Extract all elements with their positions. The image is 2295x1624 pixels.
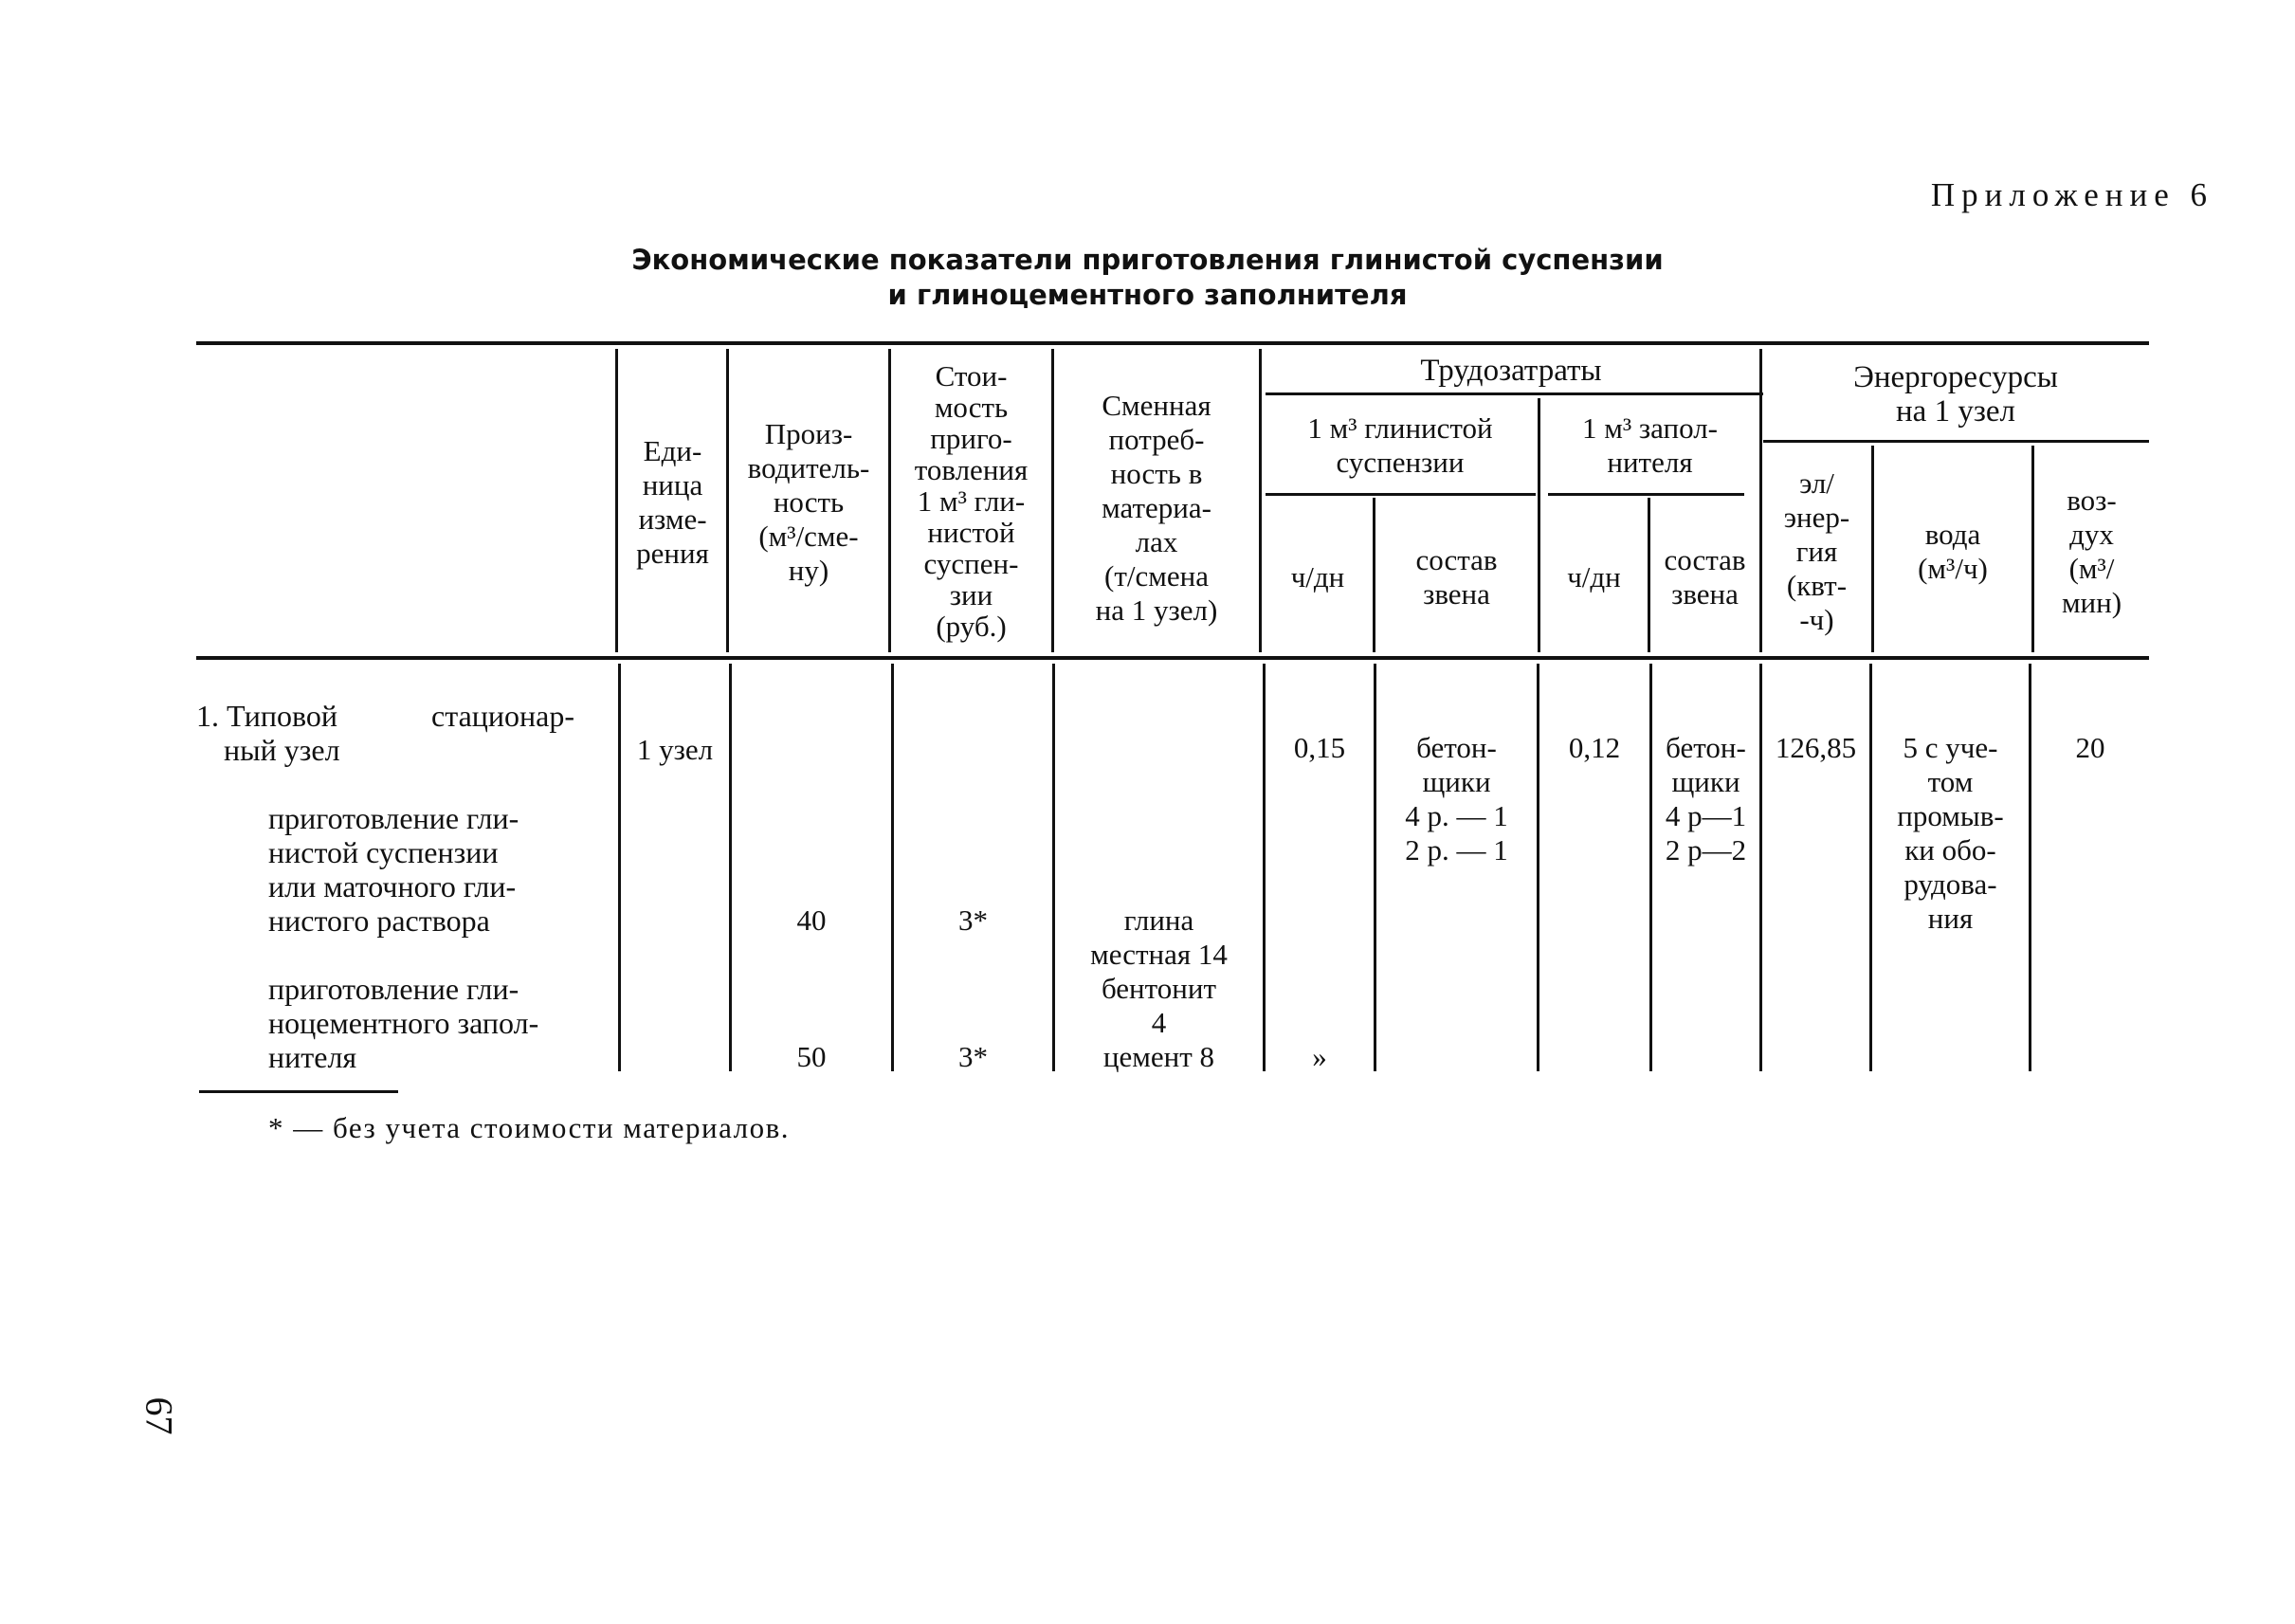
body-divider-9 [1759, 664, 1762, 1071]
row-sub-filler: приготовление гли- ноцементного запол- нителя [268, 972, 539, 1074]
footnote-rule [199, 1090, 398, 1093]
body-divider-7 [1537, 664, 1539, 1071]
header-crew: состав звена [1415, 543, 1498, 611]
row-sub-clay: приготовление гли- нистой суспензии или маточного гли- нистого раствора [268, 801, 519, 938]
energy-group-rule [1763, 440, 2149, 443]
header-bottom-rule [196, 656, 2149, 660]
header-labor-clay: 1 м³ глинистой суспензии [1307, 411, 1493, 479]
header-labor: Трудозатраты [1420, 354, 1602, 388]
cost-value-1: 3* [958, 903, 988, 937]
col-divider-5 [1259, 349, 1262, 652]
footnote: * — без учета стоимости материалов. [268, 1111, 790, 1144]
header-person-days: ч/дн [1290, 560, 1345, 593]
labor-clay-hours-ditto: » [1312, 1040, 1327, 1073]
header-materials: Сменная потреб- ность в материа- лах (т/смена на 1 узел) [1095, 389, 1218, 627]
header-cost: Стои- мость приго- товления 1 м³ гли- нистой суспен- зии (руб.) [914, 358, 1029, 643]
row-name-line1-right: стационар- [431, 699, 575, 733]
labor-sub-rule-1 [1266, 493, 1536, 496]
header-energy: Энергоресурсы на 1 узел [1853, 360, 2058, 429]
labor-sub-rule-2 [1548, 493, 1744, 496]
body-divider-5 [1263, 664, 1266, 1071]
labor-group-rule [1266, 392, 1763, 395]
header-crew-2: состав звена [1664, 543, 1746, 611]
labor-clay-crew: бетон- щики 4 р. — 1 2 р. — 1 [1405, 731, 1508, 867]
labor-filler-crew: бетон- щики 4 р—1 2 р—2 [1665, 731, 1747, 867]
col-divider-1 [615, 349, 618, 652]
title-line-1: Экономические показатели приготовления глинистой суспензии [631, 244, 1664, 276]
unit-value: 1 узел [636, 733, 714, 766]
productivity-value-1: 40 [796, 903, 827, 937]
header-unit: Еди- ница изме- рения [636, 434, 709, 570]
row-name-line1-left: 1. Типовой [196, 699, 338, 733]
labor-clay-hours: 0,15 [1293, 731, 1346, 764]
cost-value-2: 3* [958, 1040, 988, 1073]
row-name-line2: ный узел [224, 733, 340, 767]
title-line-2: и глиноцементного заполнителя [887, 279, 1408, 311]
productivity-value-2: 50 [796, 1040, 827, 1073]
table-top-rule [196, 341, 2149, 345]
header-productivity: Произ- водитель- ность (м³/сме- ну) [747, 417, 870, 587]
header-person-days-2: ч/дн [1567, 560, 1621, 593]
body-divider-11 [2029, 664, 2031, 1071]
header-water: вода (м³/ч) [1918, 518, 1988, 585]
header-labor-filler: 1 м³ запол- нителя [1582, 411, 1718, 479]
header-air: воз- дух (м³/ мин) [2061, 484, 2122, 619]
body-divider-1 [618, 664, 621, 1071]
materials-value: глина местная 14 бентонит 4 цемент 8 [1090, 903, 1228, 1073]
labor-filler-hours: 0,12 [1568, 731, 1621, 764]
header-electricity: эл/ энер- гия (квт- -ч) [1783, 466, 1850, 636]
water-value: 5 с уче- том промыв- ки обо- рудова- ния [1897, 731, 2004, 935]
electricity-value: 126,85 [1775, 731, 1857, 764]
page-number: 67 [137, 1396, 181, 1435]
appendix-label: Приложение 6 [1930, 176, 2213, 213]
body-divider-3 [891, 664, 894, 1071]
document-title [0, 243, 2295, 313]
air-value: 20 [2075, 731, 2105, 764]
body-divider-2 [729, 664, 732, 1071]
